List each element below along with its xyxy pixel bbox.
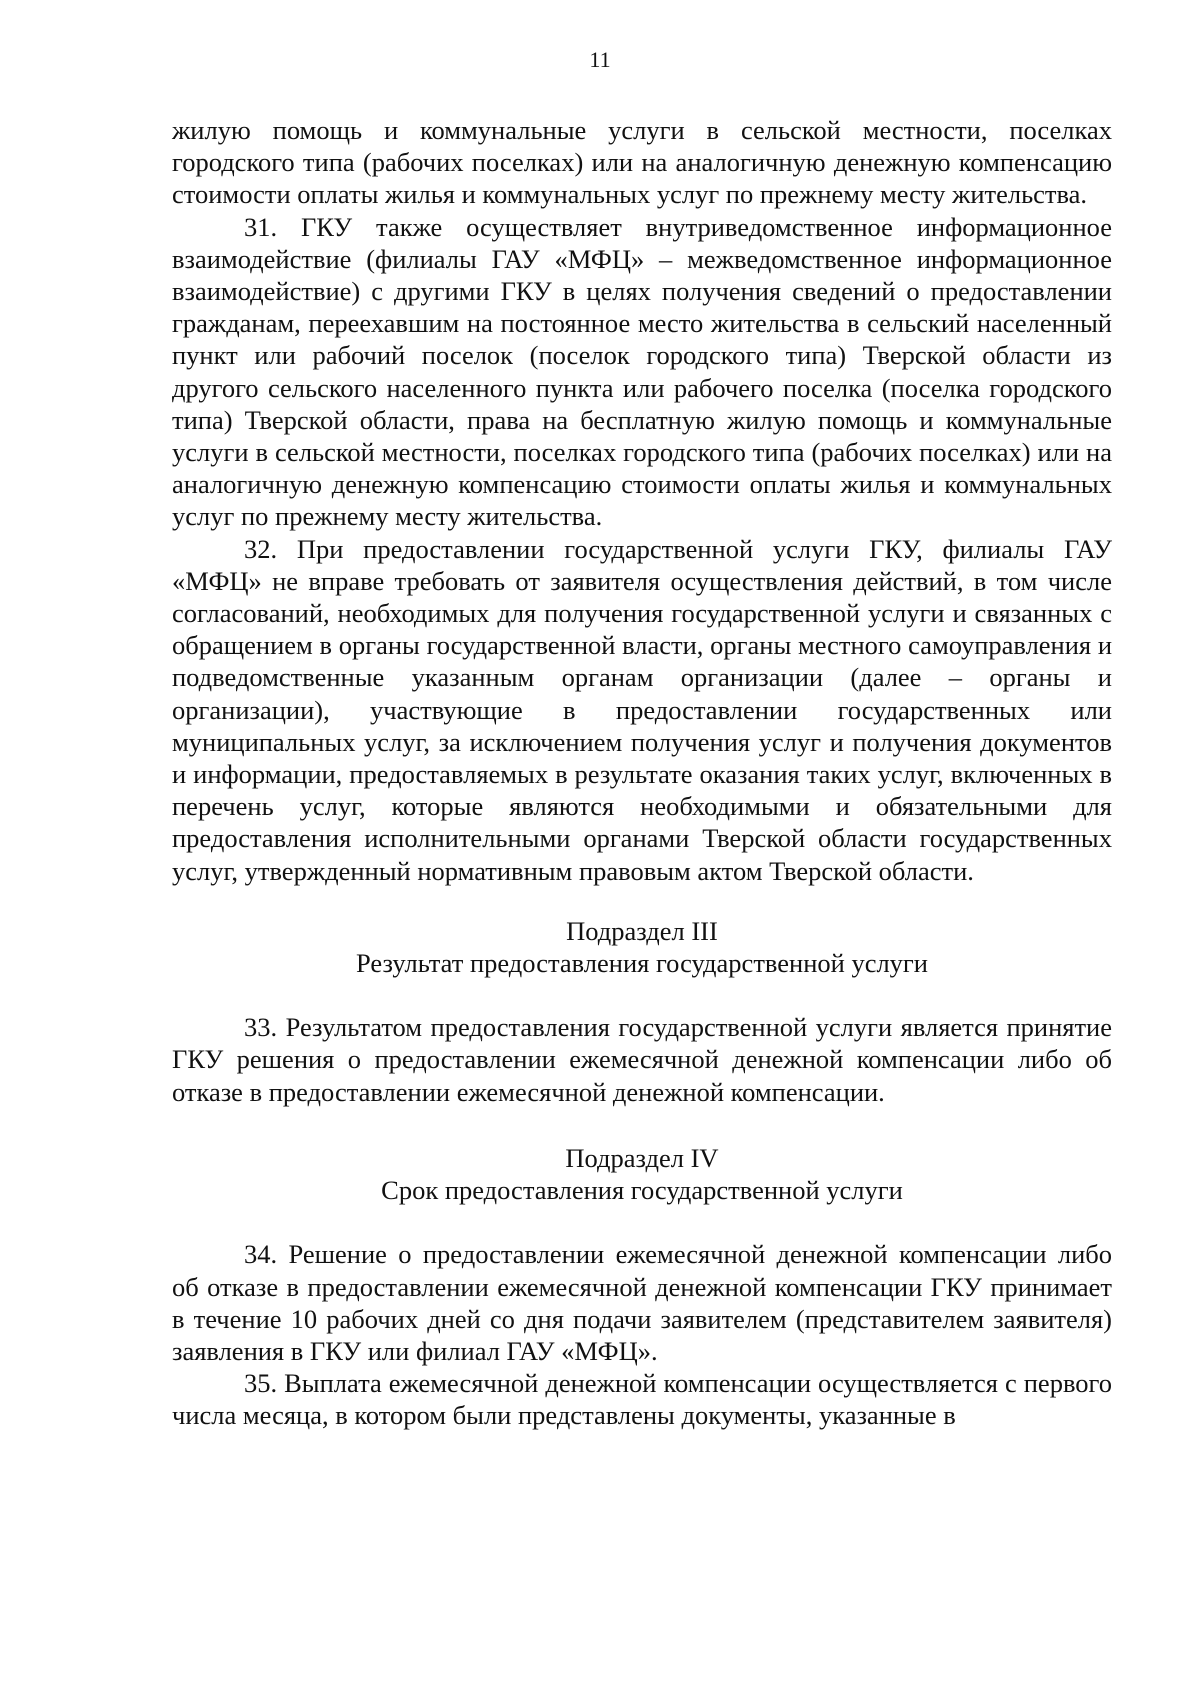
document-body (172, 114, 1112, 1432)
paragraph-34: 34. Решение о предоставлении ежемесячной денежной компенсации либо об отказе в предоставлении ежемесячной денежной компенсации ГКУ принимает в течение 10 рабочих дней со дня подачи заявителем (представителем заявителя) заявления в ГКУ или филиал ГАУ «МФЦ». (172, 1239, 1112, 1366)
paragraph-32: 32. При предоставлении государственной услуги ГКУ, филиалы ГАУ «МФЦ» не вправе требовать от заявителя осуществления действий, в том числе согласований, необходимых для получения государственной услуги и связанных с обращением в органы государственной власти, органы местного самоуправления и подведомственные указанным органам организации (далее – органы и организации), участвующие в предоставлении государственных или муниципальных услуг, за исключением получения услуг и получения документов и информации, предоставляемых в результате оказания таких услуг, включенных в перечень услуг, которые являются необходимыми и обязательными для предоставления исполнительными органами Тверской области государственных услуг, утвержденный нормативным правовым актом Тверской области. (172, 533, 1112, 886)
section-title-3: Результат предоставления государственной услуги (356, 948, 928, 979)
section-heading-3 (172, 915, 1112, 979)
paragraph-continuation: жилую помощь и коммунальные услуги в сельской местности, поселках городского типа (рабочих поселках) или на аналогичную денежную компенсацию стоимости оплаты жилья и коммунальных услуг по прежнему месту жительства. (172, 115, 1112, 210)
section-label-4: Подраздел IV (565, 1142, 719, 1173)
section-heading-4 (172, 1142, 1112, 1206)
page-number: 11 (589, 47, 611, 72)
paragraph-35: 35. Выплата ежемесячной денежной компенсации осуществляется с первого числа месяца, в котором были представлены документы, указанные в (172, 1368, 1112, 1431)
paragraph-31: 31. ГКУ также осуществляет внутриведомственное информационное взаимодействие (филиалы ГАУ «МФЦ» – межведомственное информационное взаимодействие) с другими ГКУ в целях получения сведений о предоставлении гражданам, переехавшим на постоянное место жительства в сельский населенный пункт или рабочий поселок (поселок городского типа) Тверской области из другого сельского населенного пункта или рабочего поселка (поселка городского типа) Тверской области, права на бесплатную жилую помощь и коммунальные услуги в сельской местности, поселках городского типа (рабочих поселках) или на аналогичную денежную компенсацию стоимости оплаты жилья и коммунальных услуг по прежнему месту жительства. (172, 211, 1112, 532)
section-title-4: Срок предоставления государственной услуги (381, 1175, 903, 1206)
paragraph-33: 33. Результатом предоставления государственной услуги является принятие ГКУ решения о предоставлении ежемесячной денежной компенсации либо об отказе в предоставлении ежемесячной денежной компенсации. (172, 1012, 1112, 1107)
section-label-3: Подраздел III (566, 915, 718, 946)
